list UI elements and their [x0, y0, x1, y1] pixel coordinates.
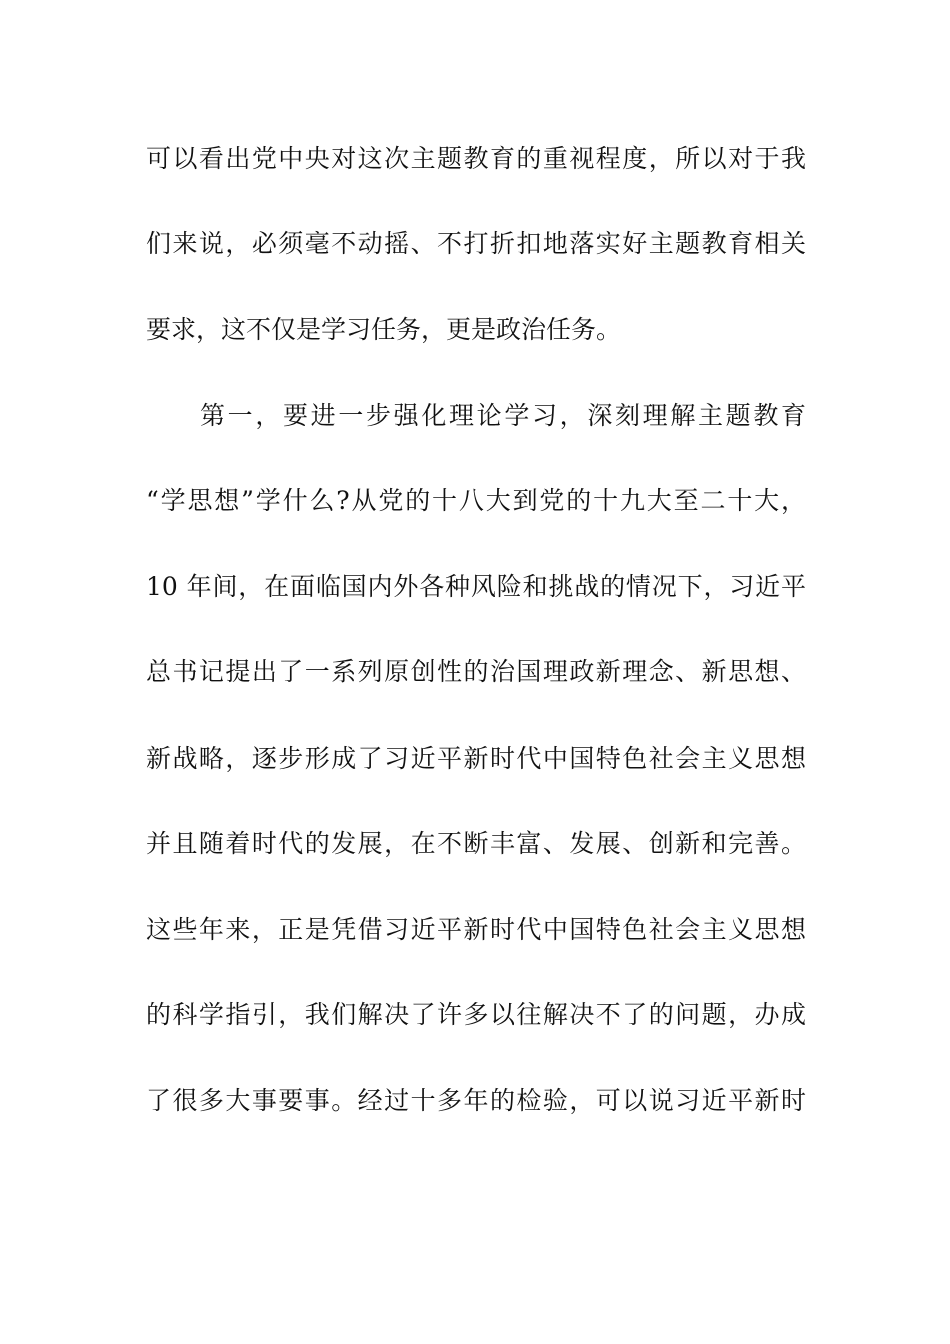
paragraph-line: “学思想”学什么?从党的十八大到党的十九大至二十大，	[146, 486, 806, 515]
paragraph-line: 们来说，必须毫不动摇、不打折扣地落实好主题教育相关	[146, 229, 806, 258]
paragraph-line: 要求，这不仅是学习任务，更是政治任务。	[146, 315, 622, 344]
paragraph-line: 并且随着时代的发展，在不断丰富、发展、创新和完善。	[146, 829, 806, 858]
paragraph-line: 了很多大事要事。经过十多年的检验，可以说习近平新时	[146, 1086, 806, 1115]
paragraph-line: 10 年间，在面临国内外各种风险和挑战的情况下，习近平	[146, 572, 806, 601]
paragraph-line: 新战略，逐步形成了习近平新时代中国特色社会主义思想	[146, 744, 806, 773]
paragraph-line: 总书记提出了一系列原创性的治国理政新理念、新思想、	[146, 657, 806, 686]
paragraph-line: 这些年来，正是凭借习近平新时代中国特色社会主义思想	[146, 915, 806, 944]
paragraph-line: 可以看出党中央对这次主题教育的重视程度，所以对于我	[146, 144, 806, 173]
paragraph-line: 第一，要进一步强化理论学习，深刻理解主题教育	[200, 401, 806, 430]
paragraph-line: 的科学指引，我们解决了许多以往解决不了的问题，办成	[146, 1000, 806, 1029]
